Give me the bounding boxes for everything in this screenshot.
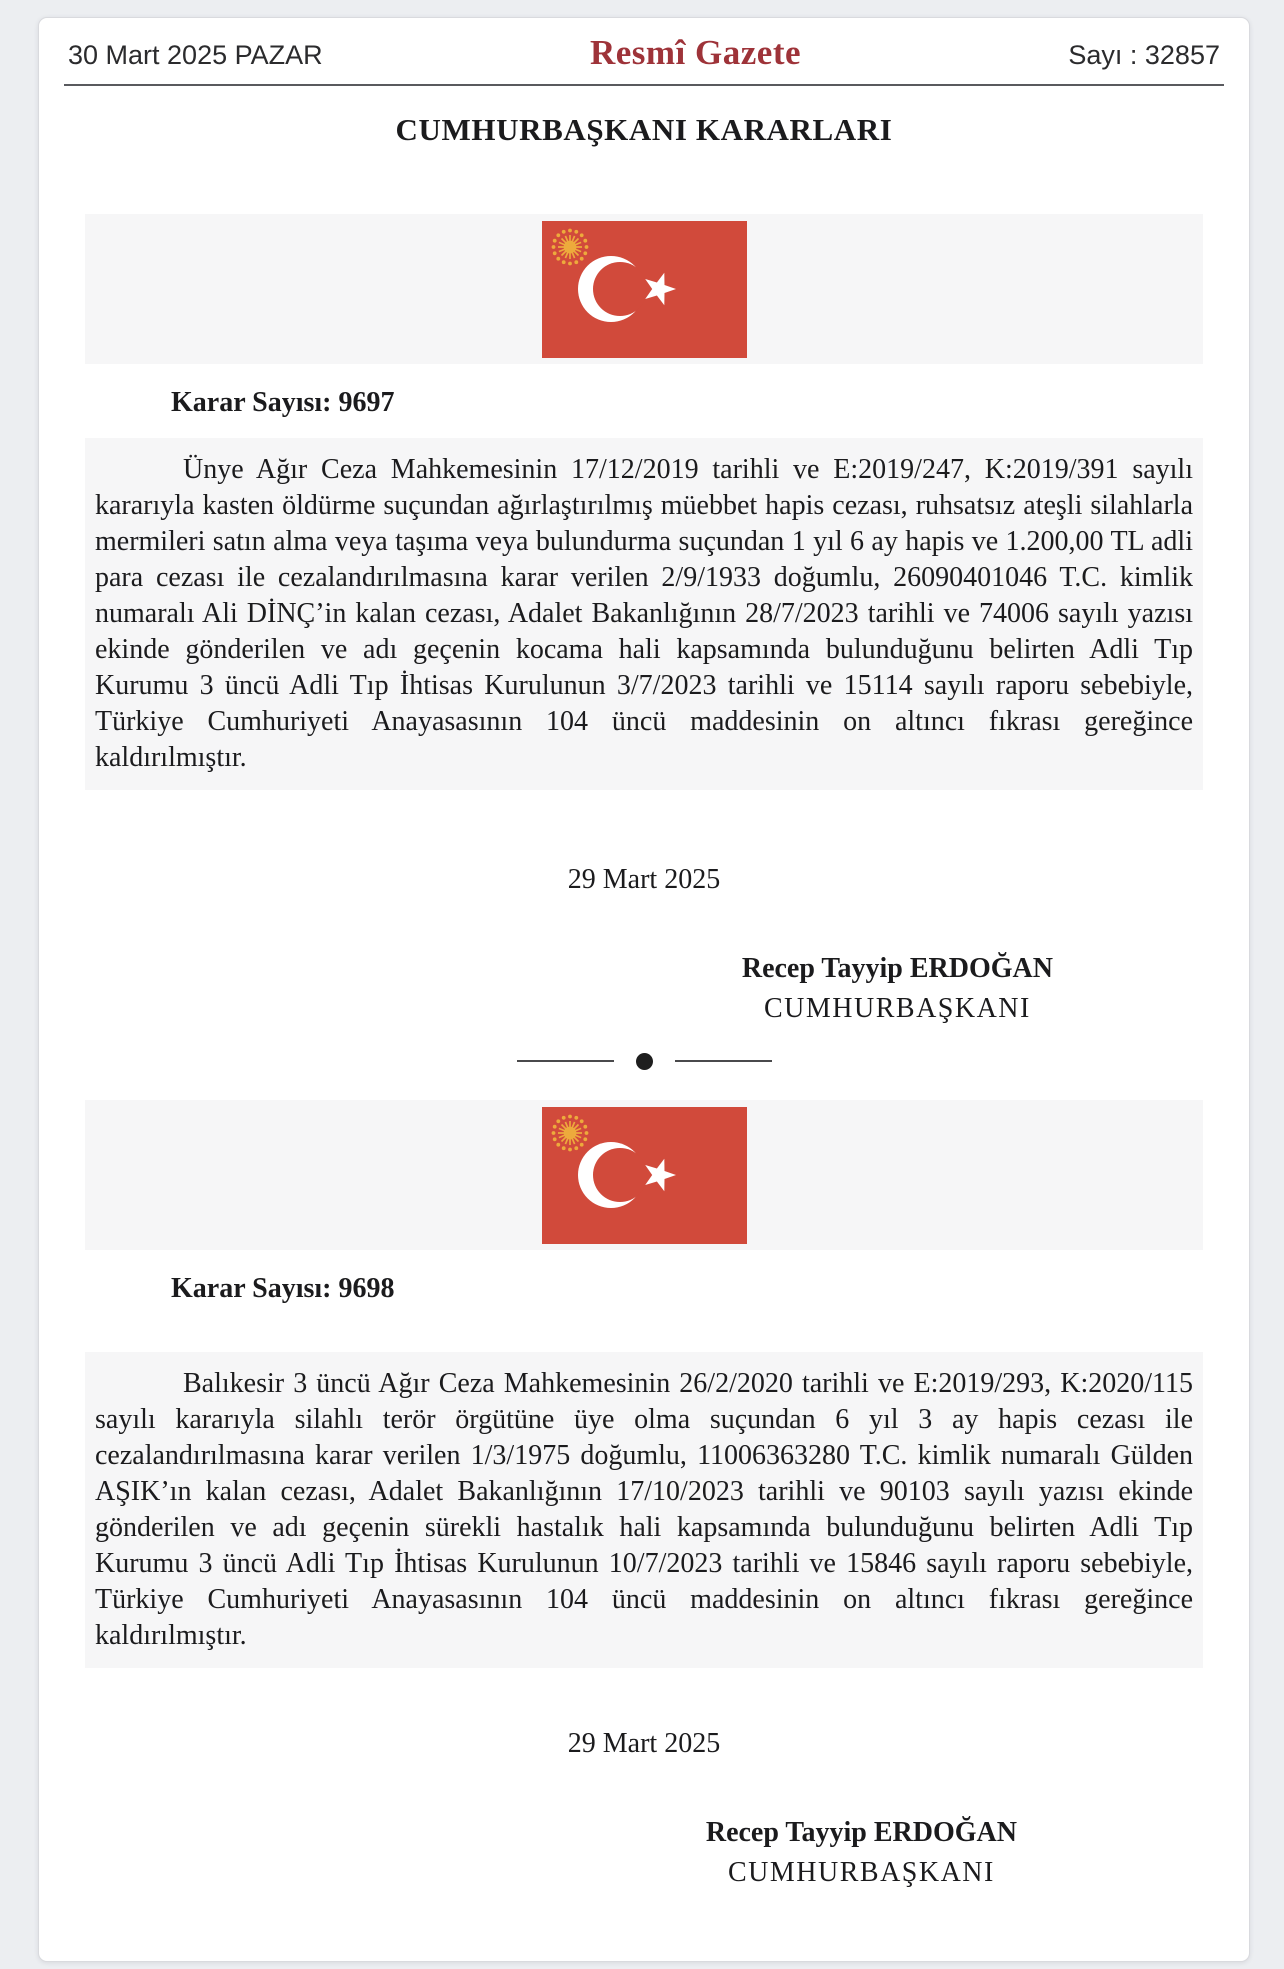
issue-number: Sayı : 32857 [1068, 40, 1220, 70]
signer-title: CUMHURBAŞKANI [763, 993, 1031, 1024]
masthead-date: 30 Mart 2025 PAZAR [68, 40, 323, 70]
divider-dot [636, 1053, 653, 1070]
gazette-title: Resmî Gazete [589, 33, 802, 72]
section-divider [39, 1052, 1249, 1070]
divider-line-left [517, 1060, 614, 1062]
signature-block [706, 1816, 1017, 1890]
signer-name: Recep Tayyip ERDOĞAN [741, 953, 1053, 984]
flag-band [85, 214, 1203, 364]
flag-band [85, 1100, 1203, 1250]
signer-title: CUMHURBAŞKANI [727, 1857, 995, 1888]
signer-name: Recep Tayyip ERDOĞAN [705, 1817, 1017, 1848]
decision-number-heading: Karar Sayısı: 9697 [171, 387, 395, 418]
turkish-presidential-flag [542, 1107, 747, 1244]
document-card [38, 17, 1250, 1962]
decision-body-text: Ünye Ağır Ceza Mahkemesinin 17/12/2019 tarihli ve E:2019/247, K:2019/391 sayılı kararıyla kasten öldürme suçundan ağırlaştırılmış müebbet hapis cezası, ruhsatsız ateşli silahlarla mermileri satın alma veya taşıma veya bulundurma suçundan 1 yıl 6 ay hapis ve 1.200,00 TL adli para cezası ile cezalandırılmasına karar verilen 2/9/1933 doğumlu, 26090401046 T.C. kimlik numaralı Ali DİNÇ’in kalan cezası, Adalet Bakanlığının 28/7/2023 tarihli ve 74006 sayılı yazısı ekinde gönderilen ve adı geçenin kocama hali kapsamında bulunduğunu belirten Adli Tıp Kurumu 3 üncü Adli Tıp İhtisas Kurulunun 3/7/2023 tarihli ve 15114 sayılı raporu sebebiyle, Türkiye Cumhuriyeti Anayasasının 104 üncü maddesinin on altıncı fıkrası gereğince kaldırılmıştır. [85, 438, 1203, 790]
decision-date: 29 Mart 2025 [567, 864, 721, 895]
decision-body-text: Balıkesir 3 üncü Ağır Ceza Mahkemesinin 26/2/2020 tarihli ve E:2019/293, K:2020/115 sayılı kararıyla silahlı terör örgütüne üye olma suçundan 6 yıl 3 ay hapis cezası ile cezalandırılmasına karar verilen 1/3/1975 doğumlu, 11006363280 T.C. kimlik numaralı Gülden AŞIK’ın kalan cezası, Adalet Bakanlığının 17/10/2023 tarihli ve 90103 sayılı yazısı ekinde gönderilen ve adı geçenin sürekli hastalık hali kapsamında bulunduğunu belirten Adli Tıp Kurumu 3 üncü Adli Tıp İhtisas Kurulunun 10/7/2023 tarihli ve 15846 sayılı raporu sebebiyle, Türkiye Cumhuriyeti Anayasasının 104 üncü maddesinin on altıncı fıkrası gereğince kaldırılmıştır. [85, 1352, 1203, 1668]
divider-line-right [675, 1060, 772, 1062]
signature-block [742, 952, 1053, 1026]
page-heading: CUMHURBAŞKANI KARARLARI [395, 112, 893, 147]
masthead [64, 18, 1224, 86]
decision-number-heading: Karar Sayısı: 9698 [171, 1273, 395, 1304]
turkish-presidential-flag [542, 221, 747, 358]
decision-date: 29 Mart 2025 [567, 1728, 721, 1759]
